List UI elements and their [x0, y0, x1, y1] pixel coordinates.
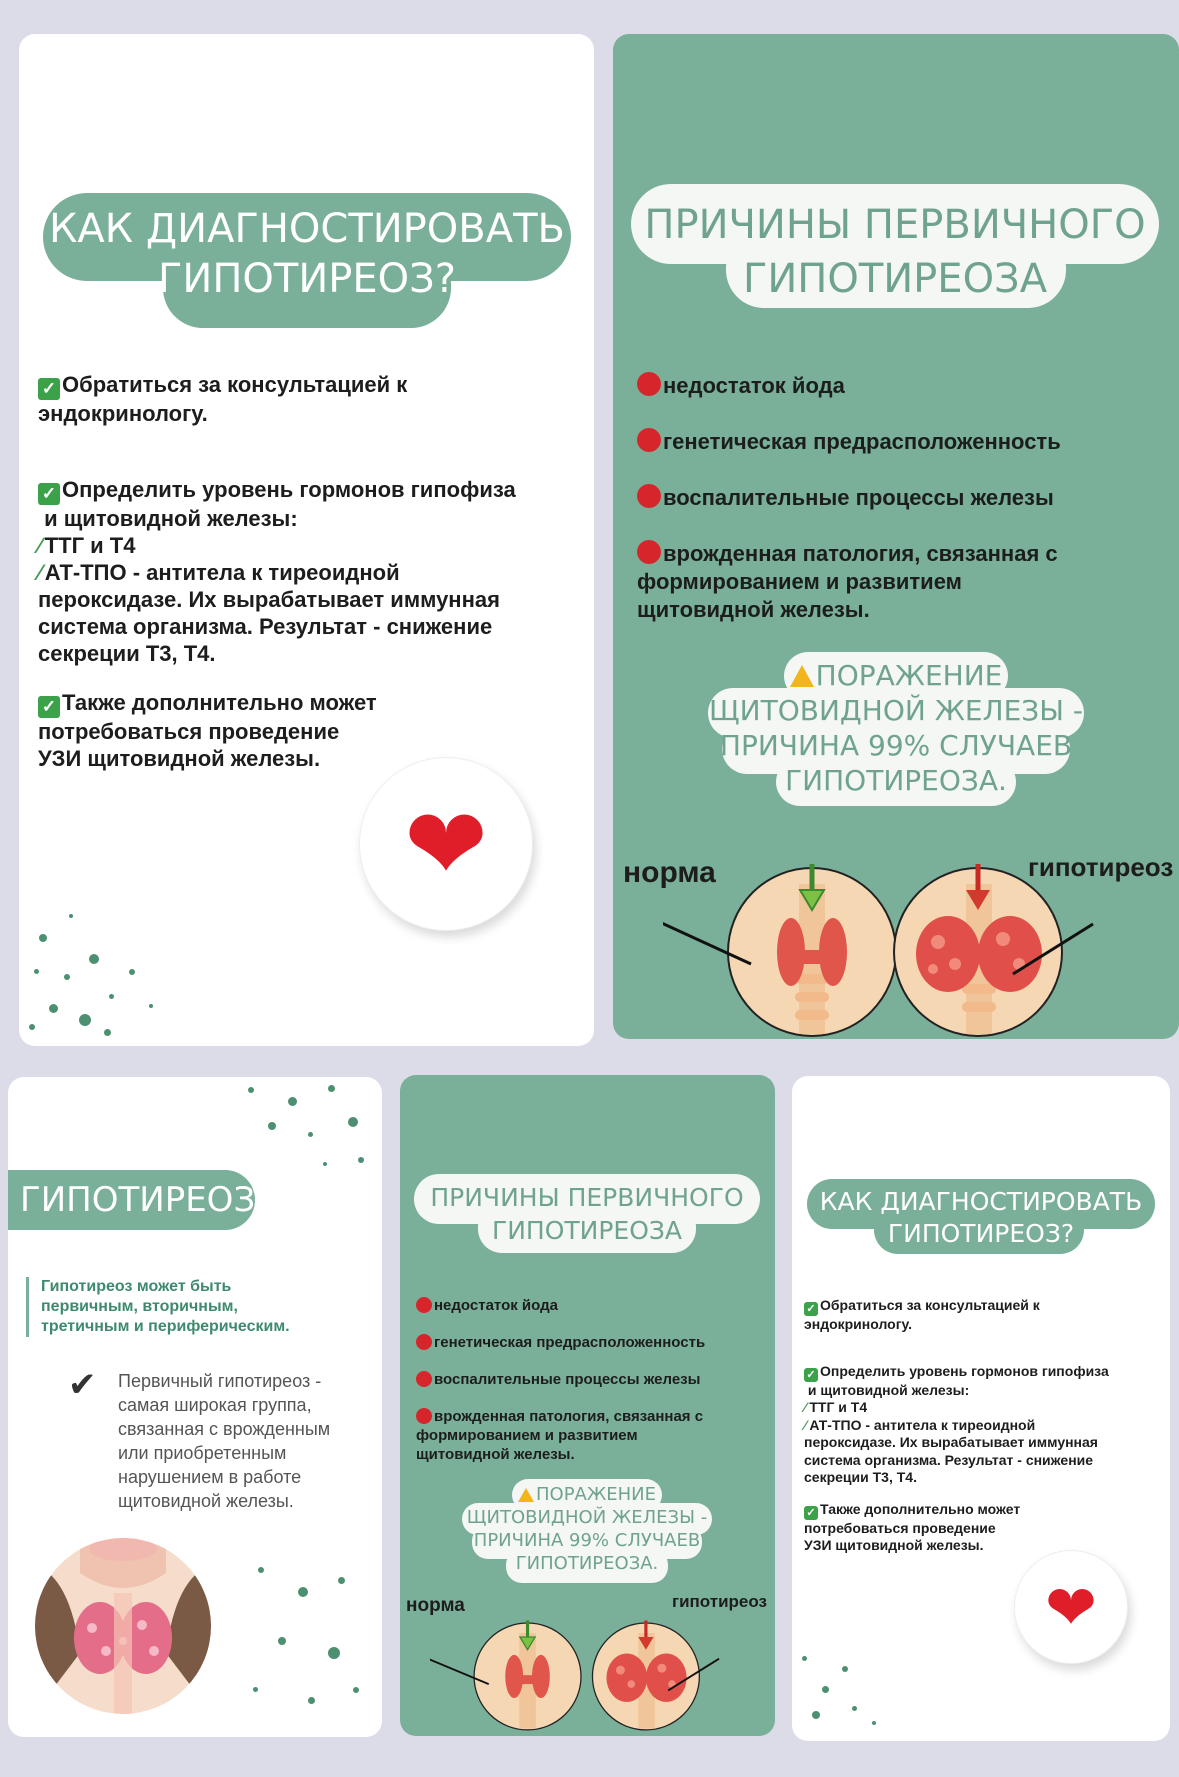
thyroid-illustrations-small: [430, 1595, 760, 1735]
test-tube-icon: ⁄: [38, 533, 42, 558]
diagnose-title-line2: ГИПОТИРЕОЗ?: [158, 256, 456, 302]
step-ultrasound-line1: Также дополнительно может: [62, 690, 377, 715]
thyroid-hypo-illustration: [592, 1620, 719, 1729]
cause-item: воспалительные процессы железы: [637, 484, 1167, 512]
hypo-body: Первичный гипотиреоз - самая широкая группа, связанная с врожденным или приобретенным нарушением в работе щитовидной железы.: [118, 1371, 331, 1511]
red-dot-icon: [637, 484, 661, 508]
card-diagnose-large: [19, 34, 594, 1046]
red-dot-icon: [637, 540, 661, 564]
cause-item: генетическая предрасположенность: [637, 428, 1167, 456]
diagnose-body: [38, 371, 578, 772]
step-hormones: ✓ Определить уровень гормонов гипофиза и щитовидной железы: ⁄ ТТГ и Т4 ⁄ АТ-ТПО - антитела к тиреоидной пероксидазе. Их вырабатывает иммунная система организма. Результат - снижение секреции Т3, Т4.: [804, 1362, 1109, 1485]
test-tube-icon: ⁄: [804, 1416, 807, 1433]
step-consult: [38, 371, 578, 427]
thyroid-illustrations: [663, 824, 1173, 1039]
step-ultrasound: ✓ Также дополнительно может потребоваться проведение УЗИ щитовидной железы.: [804, 1500, 1021, 1553]
thyroid-normal-illustration: [430, 1620, 581, 1729]
label-hypothyroidism-small: гипотиреоз: [672, 1592, 767, 1611]
check-icon: ✓: [38, 378, 60, 400]
diagnose-small-title: КАК ДИАГНОСТИРОВАТЬ ГИПОТИРЕОЗ?: [819, 1187, 1143, 1248]
causes-title-line1: ПРИЧИНЫ ПЕРВИЧНОГО: [644, 202, 1146, 248]
step-ultrasound-line2: потребоваться проведение: [38, 719, 340, 744]
step-hormones-line7: секреции Т3, Т4.: [38, 641, 216, 666]
test-tube-icon: ⁄: [38, 560, 42, 585]
cause-item: врожденная патология, связанная с формированием и развитием щитовидной железы.: [637, 541, 1058, 622]
red-dot-icon: [637, 428, 661, 452]
check-icon: ✓: [38, 483, 60, 505]
red-dot-icon: [416, 1297, 432, 1313]
cause-item: недостаток йода: [416, 1296, 766, 1315]
diagnose-small-body: [804, 1297, 1164, 1555]
thyroid-hypo-illustration: [894, 864, 1093, 1036]
red-dot-icon: [416, 1408, 432, 1424]
step-hormones-line2: и щитовидной железы:: [38, 506, 298, 531]
step-hormones-line5: пероксидазе. Их вырабатывает иммунная: [38, 587, 500, 612]
causes-small-title: ПРИЧИНЫ ПЕРВИЧНОГО ГИПОТИРЕОЗА: [430, 1183, 744, 1245]
step-hormones-line4: АТ-ТПО - антитела к тиреоидной: [44, 560, 400, 585]
warning-icon: [790, 665, 814, 687]
cause-item: генетическая предрасположенность: [416, 1333, 766, 1352]
step-hormones: [38, 476, 578, 667]
card-causes-small: [400, 1075, 775, 1736]
paint-splatter: [19, 894, 199, 1044]
paint-splatter: [228, 1077, 378, 1187]
checkmark-icon: ✔: [68, 1365, 97, 1405]
note-pill: ПОРАЖЕНИЕ ЩИТОВИДНОЙ ЖЕЛЕЗЫ - ПРИЧИНА 99% СЛУЧАЕВ ГИПОТИРЕОЗА.: [708, 652, 1084, 842]
heart-badge: [359, 757, 533, 931]
thyroid-normal-illustration: [663, 864, 896, 1036]
cause-item: воспалительные процессы железы: [416, 1370, 766, 1389]
cause-item: недостаток йода: [637, 372, 1167, 400]
step-consult: ✓ Обратиться за консультацией к эндокринологу.: [804, 1297, 1040, 1332]
label-hypothyroidism: гипотиреоз: [1028, 852, 1174, 882]
step-consult-line1: Обратиться за консультацией к: [62, 372, 408, 397]
test-tube-icon: ⁄: [804, 1399, 807, 1415]
causes-title: [631, 198, 1159, 306]
label-norm-small: норма: [406, 1595, 465, 1616]
card-causes-large: [613, 34, 1179, 1039]
step-hormones-line6: система организма. Результат - снижение: [38, 614, 493, 639]
step-consult-line2: эндокринологу.: [38, 401, 208, 426]
note-pill-small: ПОРАЖЕНИЕ ЩИТОВИДНОЙ ЖЕЛЕЗЫ - ПРИЧИНА 99% СЛУЧАЕВ ГИПОТИРЕОЗА.: [462, 1479, 712, 1609]
heart-icon: ❤: [404, 788, 488, 901]
paint-splatter: [238, 1547, 378, 1727]
neck-thyroid-illustration: [30, 1533, 216, 1719]
check-icon: ✓: [804, 1368, 818, 1382]
cause-item: врожденная патология, связанная с формированием и развитием щитовидной железы.: [416, 1408, 704, 1463]
card-hypothyroidism: [8, 1077, 382, 1737]
heart-icon: ❤: [1045, 1573, 1097, 1643]
paint-splatter: [792, 1636, 902, 1736]
hypo-intro: Гипотиреоз может быть первичным, вторичным, третичным и периферическим.: [26, 1277, 290, 1337]
causes-title-line2: ГИПОТИРЕОЗА: [742, 256, 1048, 302]
red-dot-icon: [416, 1371, 432, 1387]
heart-badge: [1014, 1550, 1128, 1664]
causes-list: [637, 372, 1167, 624]
diagnose-title: [43, 204, 571, 304]
red-dot-icon: [637, 372, 661, 396]
step-hormones-line3: ТТГ и Т4: [44, 533, 136, 558]
red-dot-icon: [416, 1334, 432, 1350]
warning-icon: [518, 1488, 534, 1502]
step-hormones-line1: Определить уровень гормонов гипофиза: [62, 477, 516, 502]
card-diagnose-small: [792, 1076, 1170, 1741]
step-ultrasound-line3: УЗИ щитовидной железы.: [38, 746, 321, 771]
check-icon: ✓: [804, 1302, 818, 1316]
causes-small-list: [416, 1296, 766, 1464]
check-icon: ✓: [804, 1506, 818, 1520]
label-norm: норма: [623, 856, 716, 889]
check-icon: ✓: [38, 696, 60, 718]
diagnose-title-line1: КАК ДИАГНОСТИРОВАТЬ: [49, 206, 565, 252]
hypo-title: ГИПОТИРЕОЗ: [20, 1180, 256, 1220]
